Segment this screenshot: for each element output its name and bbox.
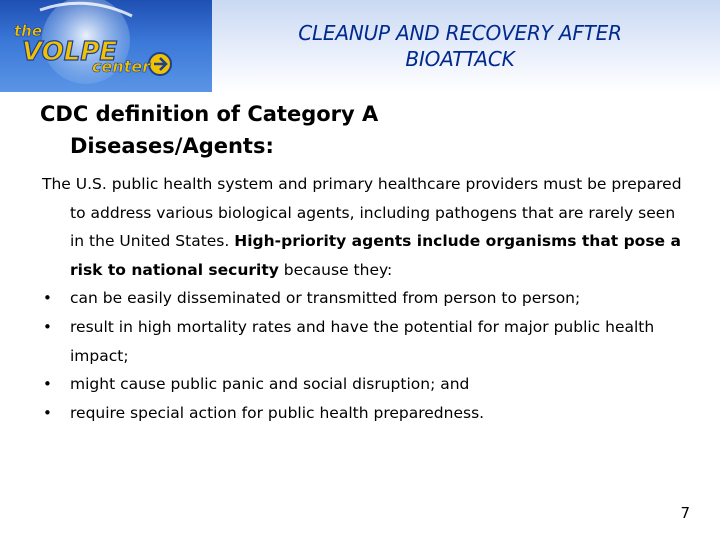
logo-word-the: the (14, 22, 43, 40)
volpe-center-logo (0, 0, 212, 92)
logo-word-volpe: VOLPE (22, 37, 118, 67)
subheading (40, 98, 660, 162)
page-number: 7 (680, 504, 690, 522)
slide-title-line2: BIOATTACK (405, 47, 515, 71)
subheading-line2: Diseases/Agents: (70, 134, 274, 158)
intro-bold-text: High-priority agents include organisms that pose a risk to national security (70, 232, 681, 279)
list-item (42, 284, 682, 313)
bullet-list (42, 284, 682, 427)
bullet-text: can be easily disseminated or transmitted from person to person; (70, 289, 581, 308)
list-item (42, 399, 682, 428)
bullet-icon: • (43, 317, 52, 336)
bullet-text: require special action for public health preparedness. (70, 403, 485, 422)
intro-paragraph (42, 170, 682, 284)
volpe-logo-graphic (0, 0, 212, 92)
bullet-icon: • (43, 289, 52, 308)
logo-word-center: center (92, 57, 151, 76)
bullet-text: result in high mortality rates and have the potential for major public health impact; (70, 317, 655, 365)
subheading-line1: CDC definition of Category A (40, 102, 379, 126)
slide-title-line1: CLEANUP AND RECOVERY AFTER (298, 21, 622, 45)
body-text (42, 170, 682, 427)
bullet-text: might cause public panic and social disruption; and (70, 375, 470, 394)
bullet-icon: • (43, 403, 52, 422)
list-item (42, 313, 682, 370)
intro-tail-text: because they: (283, 260, 393, 279)
slide-title (240, 20, 680, 72)
bullet-icon: • (43, 375, 52, 394)
list-item (42, 370, 682, 399)
intro-text: The U.S. public health system and primary healthcare providers must be prepared to address various biological agents, including pathogens that are rarely seen in the United States. (42, 175, 682, 251)
